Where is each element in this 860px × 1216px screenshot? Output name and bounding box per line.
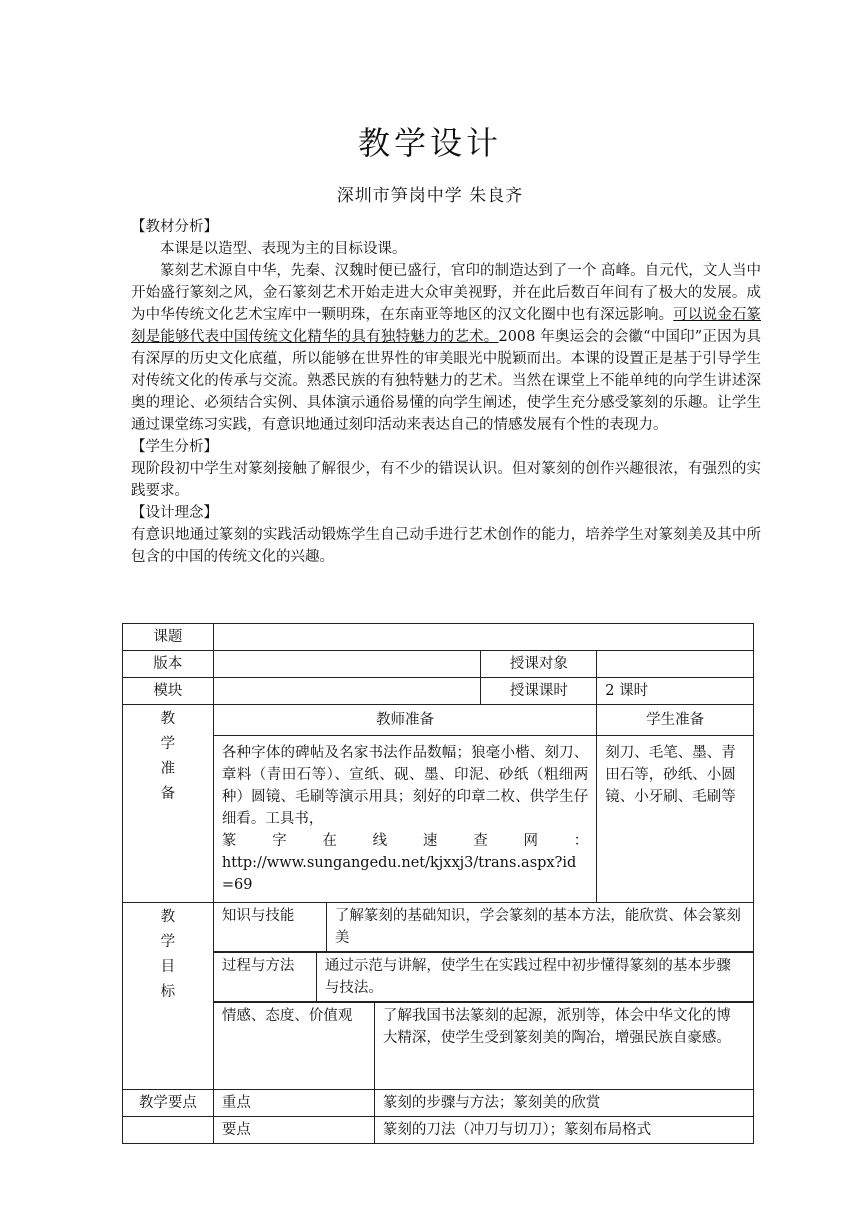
lesson-table [122, 623, 754, 1144]
goals-content [213, 903, 753, 1090]
goal-row [214, 1003, 753, 1090]
topic-label: 课题 [123, 624, 214, 651]
keypoint-text-focus: 篆刻的步骤与方法；篆刻美的欣赏 [382, 1095, 601, 1111]
student-paragraph: 现阶段初中学生对篆刻接触了解很少，有不少的错误认识。但对篆刻的创作兴趣很浓，有强烈的实践要求。 [131, 461, 761, 499]
material-underlined-text: 可以说金石篆刻是能够代表中国传统文化精华的具有独特魅力的艺术。 [131, 307, 762, 345]
keypoint-row [214, 1090, 753, 1116]
goal-label-process: 过程与方法 [214, 953, 317, 1002]
keypoints-label: 教学要点 [123, 1090, 214, 1117]
prep-label [123, 705, 214, 903]
keypoint-row [214, 1117, 753, 1143]
hours-value: 2 课时 [597, 678, 754, 705]
goal-row [214, 953, 753, 1002]
material-text-a: 篆刻艺术源自中华，先秦、汉魏时便已盛行，官印的制造达到了一个 高峰。自元代，文人当中开始盛行篆刻之风，金石篆刻艺术开始走进大众审美视野，并在此后数百年间有了极大的发展。成为中华传统文化艺术宝库中一颗明珠，在东南亚等地区的汉文化圈中也有深远影响。 [131, 263, 761, 323]
edition-label: 版本 [123, 651, 214, 678]
section-heading-student: 【学生分析】 [131, 439, 218, 455]
material-paragraph-2 [131, 260, 761, 436]
section-heading-material: 【教材分析】 [131, 219, 218, 235]
edition-value [213, 651, 481, 678]
keypoint-text-essential: 篆刻的刀法（冲刀与切刀）；篆刻布局格式 [382, 1122, 652, 1138]
goals-table [214, 903, 753, 952]
document-body [131, 216, 761, 568]
section-heading-concept: 【设计理念】 [131, 505, 218, 521]
goal-text-attitude: 了解我国书法篆刻的起源，派别等，体会中华文化的博大精深，使学生受到篆刻美的陶冶，增强民族自豪感。 [374, 1003, 753, 1090]
teacher-prep-head: 教师准备 [213, 705, 596, 736]
table-row-goals [123, 903, 754, 1090]
teacher-prep-text: 各种字体的碑帖及名家书法作品数幅；狼毫小楷、刻刀、章料（青田石等）、宣纸、砚、墨、印泥、砂纸（粗细两种）圆镜、毛刷等演示用具；刻好的印章二枚、供学生仔细看。工具书， [221, 745, 589, 827]
table-row-keypoint-2 [123, 1117, 754, 1144]
goal-row [214, 903, 753, 952]
keypoint-2-table [214, 1117, 753, 1143]
module-label: 模块 [123, 678, 214, 705]
table-row-topic [123, 624, 754, 651]
teacher-prep-content [213, 736, 596, 903]
topic-value [213, 624, 753, 651]
author-line: 深圳市笋岗中学 朱良齐 [336, 186, 524, 206]
concept-paragraph: 有意识地通过篆刻的实践活动锻炼学生自己动手进行艺术创作的能力，培养学生对篆刻美及其中所包含的中国的传统文化的兴趣。 [131, 527, 761, 565]
keypoints-label-empty [123, 1117, 214, 1144]
student-prep-content: 刻刀、毛笔、墨、青田石等，砂纸、小圆镜、小牙刷、毛刷等 [597, 736, 754, 903]
module-value [213, 678, 481, 705]
audience-label: 授课对象 [481, 651, 597, 678]
student-prep-head: 学生准备 [597, 705, 754, 736]
keypoint-1-table [214, 1090, 753, 1116]
goals-label [123, 903, 214, 1090]
table-row-prep-content [123, 736, 754, 903]
table-row-prep-head [123, 705, 754, 736]
prep-label-text: 教学准备 [160, 711, 176, 802]
table-row-keypoint-1 [123, 1090, 754, 1117]
material-paragraph-1: 本课是以造型、表现为主的目标设课。 [160, 241, 407, 257]
table-row-module [123, 678, 754, 705]
audience-value [597, 651, 754, 678]
goals-table-3 [214, 1002, 753, 1089]
goal-label-knowledge: 知识与技能 [214, 903, 327, 952]
hours-label: 授课课时 [481, 678, 597, 705]
keypoint-1-content [213, 1090, 753, 1117]
keypoint-label-focus: 重点 [214, 1090, 375, 1116]
teacher-prep-url: http://www.sungangedu.net/kjxxj3/trans.aspx?id=69 [221, 855, 577, 893]
goals-table-2 [214, 952, 753, 1002]
material-text-c: 2008 年奥运会的会徽“中国印”正因为具有深厚的历史文化底蕴，所以能够在世界性的审美眼光中脱颖而出。本课的设置正是基于引导学生对传统文化的传承与交流。熟悉民族的有独特魅力的艺术。当然在课堂上不能单纯的向学生讲述深奥的理论、必须结合实例、具体演示通俗易懂的向学生阐述，使学生充分感受篆刻的乐趣。让学生通过课堂练习实践，有意识地通过刻印活动来表达自己的情感发展有个性的表现力。 [131, 329, 762, 433]
goals-label-text: 教学目标 [160, 909, 176, 1000]
page-title: 教学设计 [357, 124, 502, 162]
keypoint-2-content [213, 1117, 753, 1144]
goal-label-attitude: 情感、态度、价值观 [214, 1003, 375, 1090]
keypoint-label-essential: 要点 [214, 1117, 375, 1143]
table-row-edition [123, 651, 754, 678]
teacher-prep-site-label: 篆 字 在 线 速 查 网 ： [221, 833, 589, 849]
goal-text-process: 通过示范与讲解，使学生在实践过程中初步懂得篆刻的基本步骤与技法。 [316, 953, 753, 1002]
goal-text-knowledge: 了解篆刻的基础知识，学会篆刻的基本方法，能欣赏、体会篆刻美 [326, 903, 753, 952]
